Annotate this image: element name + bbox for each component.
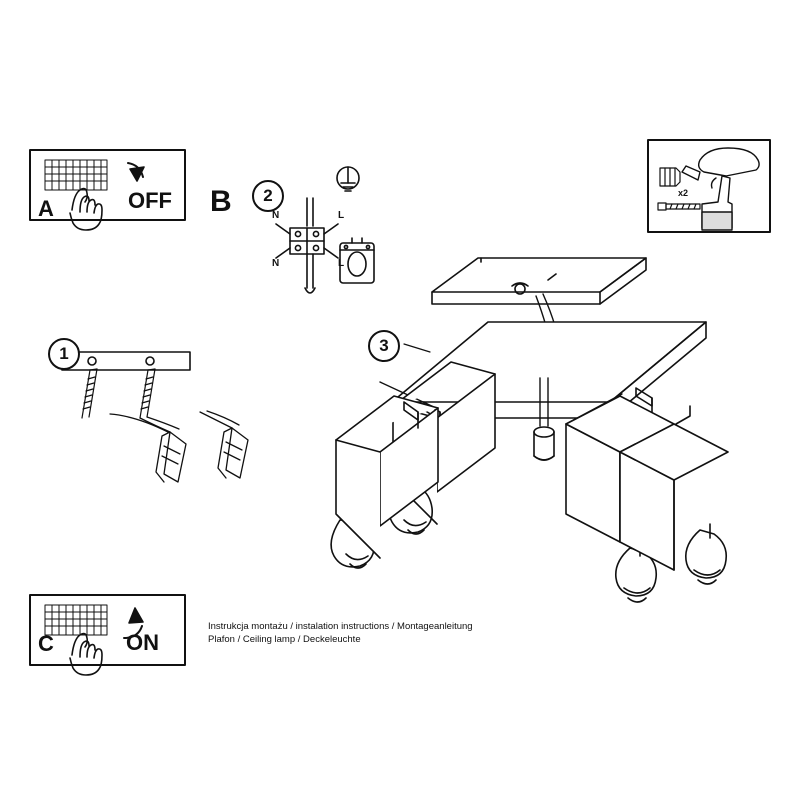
wire-label-n-top: N — [272, 210, 280, 221]
panel-a-label: OFF — [128, 188, 172, 213]
step-2-badge — [252, 180, 284, 212]
wire-label-l-bottom: L — [338, 258, 345, 269]
wire-label-n-bottom: N — [272, 258, 280, 269]
panel-a-name: A — [38, 196, 54, 221]
step-3-number: 3 — [379, 336, 389, 355]
step-b-label: B — [210, 185, 232, 218]
step-2-number: 2 — [263, 186, 273, 205]
instructions-line-2: Plafon / Ceiling lamp / Deckeleuchte — [208, 634, 361, 645]
step-1-badge — [48, 338, 80, 370]
instructions-line-1: Instrukcja montażu / instalation instructions / Montageanleitung — [208, 621, 473, 632]
step-1-number: 1 — [59, 344, 69, 363]
panel-c-name: C — [38, 631, 54, 656]
step-3-badge — [368, 330, 400, 362]
tools-quantity-label: x2 — [678, 188, 689, 198]
wire-label-l-top: L — [338, 210, 345, 221]
instructions-text — [208, 620, 528, 646]
panel-c-label: ON — [126, 630, 159, 655]
